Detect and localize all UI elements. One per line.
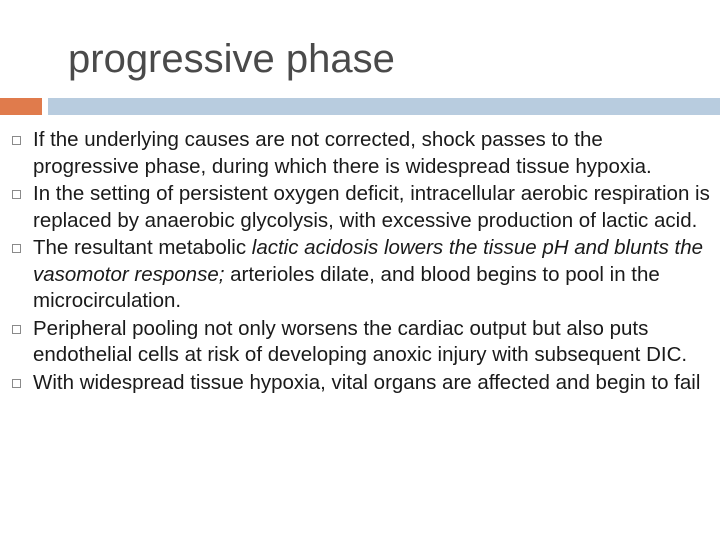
bullet-list xyxy=(0,127,720,397)
bullet-text-lead: The resultant metabolic xyxy=(33,236,252,259)
square-bullet-icon xyxy=(12,136,21,145)
bullet-item-5 xyxy=(0,370,720,397)
bullet-item-4 xyxy=(0,316,720,369)
title-accent-bar-orange xyxy=(0,98,42,115)
title-accent-bar-blue xyxy=(48,98,720,115)
square-bullet-icon xyxy=(12,379,21,388)
bullet-text: With widespread tissue hypoxia, vital organs are affected and begin to fail xyxy=(33,370,701,394)
bullet-item-3 xyxy=(0,235,720,315)
square-bullet-icon xyxy=(12,244,21,253)
bullet-item-2 xyxy=(0,181,720,234)
bullet-text: In the setting of persistent oxygen deficit, intracellular aerobic respiration is replaced by anaerobic glycolysis, with excessive production of lactic acid. xyxy=(33,182,710,232)
bullet-text-italic: lactic acidosis lowers the tissue pH and blunts the vasomotor response; xyxy=(33,236,704,286)
square-bullet-icon xyxy=(12,190,21,199)
slide-title: progressive phase xyxy=(68,37,395,81)
bullet-text: If the underlying causes are not corrected, shock passes to the progressive phase, during which there is widespread tissue hypoxia. xyxy=(33,128,652,178)
bullet-text-tail: arterioles dilate, and blood begins to pool in the microcirculation. xyxy=(33,262,660,312)
square-bullet-icon xyxy=(12,325,21,334)
bullet-text: Peripheral pooling not only worsens the cardiac output but also puts endothelial cells at risk of developing anoxic injury with subsequent DIC. xyxy=(33,316,688,366)
bullet-item-1 xyxy=(0,127,720,180)
